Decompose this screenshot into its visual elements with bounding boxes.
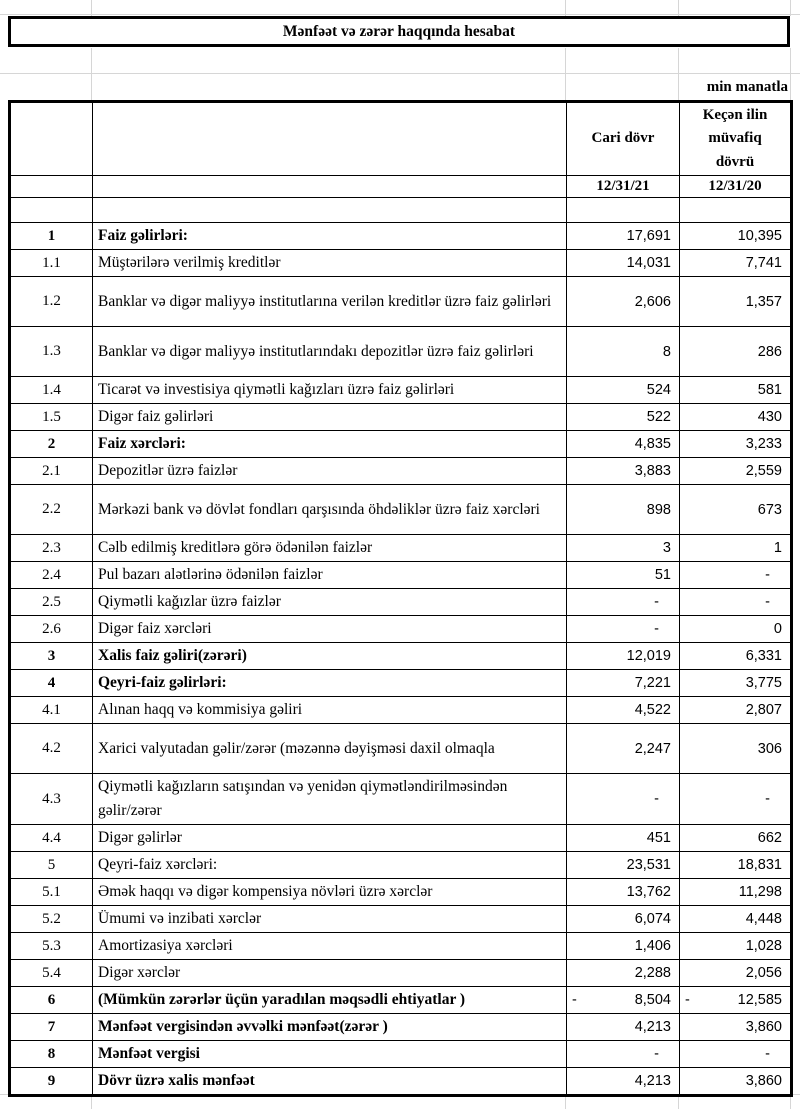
row-number: 4.1 [10, 697, 93, 724]
row-number: 6 [10, 987, 93, 1014]
table-row [10, 987, 792, 1014]
row-label: Banklar və digər maliyyə institutlarına verilən kreditlər üzrə faiz gəlirləri [93, 277, 567, 327]
header-previous-period [680, 102, 792, 176]
value-text: 898 [646, 501, 671, 518]
table-row [10, 327, 792, 377]
row-value-current [567, 431, 680, 458]
row-value-current [567, 277, 680, 327]
row-value-previous [680, 404, 792, 431]
table-row [10, 616, 792, 643]
row-value-current [567, 724, 680, 774]
value-text: 2,247 [634, 740, 671, 757]
spacer-cell [567, 198, 680, 223]
row-label: Pul bazarı alətlərinə ödənilən faizlər [93, 562, 567, 589]
row-number: 4.2 [10, 724, 93, 774]
row-label: Qiymətli kağızlar üzrə faizlər [93, 589, 567, 616]
row-value-previous [680, 616, 792, 643]
table-row [10, 670, 792, 697]
row-number: 5.2 [10, 906, 93, 933]
row-value-previous [680, 906, 792, 933]
gridline [678, 0, 679, 16]
row-label: Alınan haqq və kommisiya gəliri [93, 697, 567, 724]
row-value-current [567, 1014, 680, 1041]
gridline [790, 48, 791, 100]
gridline [565, 0, 566, 16]
table-row [10, 458, 792, 485]
row-label: Cəlb edilmiş kreditlərə görə ödənilən faizlər [93, 535, 567, 562]
row-value-previous [680, 960, 792, 987]
row-label: Ticarət və investisiya qiymətli kağızları üzrə faiz gəlirləri [93, 377, 567, 404]
table-row [10, 404, 792, 431]
value-text: 4,448 [745, 911, 782, 928]
header-number-cell [10, 102, 93, 176]
value-text: 8,504 [634, 992, 671, 1009]
value-text: 286 [757, 343, 782, 360]
gridline [678, 48, 679, 100]
value-text: 4,522 [634, 702, 671, 719]
row-number: 1.1 [10, 250, 93, 277]
row-value-previous [680, 879, 792, 906]
table-row [10, 562, 792, 589]
value-text: 2,606 [634, 293, 671, 310]
table-row [10, 1041, 792, 1068]
row-number: 2.3 [10, 535, 93, 562]
value-text: 14,031 [626, 255, 671, 272]
value-text: 4,213 [634, 1019, 671, 1036]
row-value-previous [680, 377, 792, 404]
row-number: 4.3 [10, 774, 93, 825]
row-value-current [567, 670, 680, 697]
value-text: 1,406 [634, 938, 671, 955]
row-value-previous [680, 724, 792, 774]
row-value-previous [680, 670, 792, 697]
header-previous-line-2: müvafiq [708, 130, 762, 147]
value-text: 51 [654, 567, 671, 584]
row-label: Müştərilərə verilmiş kreditlər [93, 250, 567, 277]
value-text: 4,213 [634, 1073, 671, 1090]
row-value-previous [680, 458, 792, 485]
value-text: 2,288 [634, 965, 671, 982]
row-value-previous [680, 852, 792, 879]
value-text: 673 [757, 501, 782, 518]
value-text: 3,775 [745, 675, 782, 692]
row-value-current [567, 535, 680, 562]
minus-sign: - [685, 992, 690, 1009]
value-text: 8 [662, 343, 671, 360]
row-value-current [567, 1041, 680, 1068]
unit-note: min manatla [706, 79, 788, 95]
gridline [565, 48, 566, 100]
row-number: 5.1 [10, 879, 93, 906]
row-label: Xarici valyutadan gəlir/zərər (məzənnə dəyişməsi daxil olmaqla [93, 724, 567, 774]
header-previous-line-1: Keçən ilin [702, 107, 768, 124]
value-text: - [765, 791, 770, 808]
value-text: 13,762 [626, 884, 671, 901]
row-number: 1 [10, 223, 93, 250]
row-label: Qeyri-faiz gəlirləri: [93, 670, 567, 697]
value-text: 306 [757, 740, 782, 757]
row-value-previous [680, 327, 792, 377]
row-value-previous [680, 535, 792, 562]
value-text: 522 [646, 409, 671, 426]
row-label: Mənfəət vergisindən əvvəlki mənfəət(zərər ) [93, 1014, 567, 1041]
spacer-cell [93, 198, 567, 223]
row-number: 8 [10, 1041, 93, 1068]
value-text: 0 [773, 621, 782, 638]
row-value-current [567, 697, 680, 724]
table-row [10, 933, 792, 960]
value-text: - [765, 1046, 770, 1063]
row-number: 2.1 [10, 458, 93, 485]
row-value-current [567, 933, 680, 960]
row-label: Xalis faiz gəliri(zərəri) [93, 643, 567, 670]
table-row [10, 1014, 792, 1041]
row-value-current [567, 852, 680, 879]
row-value-current [567, 906, 680, 933]
row-value-current [567, 825, 680, 852]
gridline [91, 48, 92, 100]
value-text: 3,883 [634, 463, 671, 480]
value-text: 2,559 [745, 463, 782, 480]
value-text: 4,835 [634, 436, 671, 453]
value-text: - [654, 621, 659, 638]
row-value-current [567, 458, 680, 485]
row-number: 2 [10, 431, 93, 458]
value-text: 7,221 [634, 675, 671, 692]
value-text: 3,860 [745, 1019, 782, 1036]
row-value-current [567, 377, 680, 404]
table-row [10, 250, 792, 277]
row-value-previous [680, 1014, 792, 1041]
header-row [10, 102, 792, 176]
row-value-current [567, 562, 680, 589]
spacer-cell [10, 198, 93, 223]
row-label: Ümumi və inzibati xərclər [93, 906, 567, 933]
value-text: 23,531 [626, 857, 671, 874]
row-value-current [567, 327, 680, 377]
row-label: Qeyri-faiz xərcləri: [93, 852, 567, 879]
value-text: - [654, 791, 659, 808]
row-label: Digər faiz gəlirləri [93, 404, 567, 431]
value-text: 430 [757, 409, 782, 426]
table-row [10, 485, 792, 535]
row-label: Əmək haqqı və digər kompensiya növləri üzrə xərclər [93, 879, 567, 906]
row-value-current [567, 1068, 680, 1096]
row-value-previous [680, 933, 792, 960]
value-text: - [765, 594, 770, 611]
row-value-current [567, 643, 680, 670]
row-number: 1.2 [10, 277, 93, 327]
row-label: Digər xərclər [93, 960, 567, 987]
row-value-current [567, 250, 680, 277]
header-previous-line-3: dövrü [715, 153, 755, 170]
row-label: (Mümkün zərərlər üçün yaradılan məqsədli ehtiyatlar ) [93, 987, 567, 1014]
row-label: Digər gəlirlər [93, 825, 567, 852]
value-text: 17,691 [626, 228, 671, 244]
row-label: Banklar və digər maliyyə institutlarındakı depozitlər üzrə faiz gəlirləri [93, 327, 567, 377]
row-label: Faiz gəlirləri: [93, 223, 567, 250]
row-number: 2.6 [10, 616, 93, 643]
row-value-current [567, 987, 680, 1014]
value-text: 662 [757, 830, 782, 847]
row-value-previous [680, 825, 792, 852]
row-value-current [567, 485, 680, 535]
value-text: 2,807 [745, 702, 782, 719]
value-text: 2,056 [745, 965, 782, 982]
income-statement-table [8, 100, 793, 1097]
row-value-previous [680, 1041, 792, 1068]
row-number: 1.4 [10, 377, 93, 404]
row-value-previous [680, 485, 792, 535]
value-text: 3 [662, 540, 671, 557]
row-label: Dövr üzrə xalis mənfəət [93, 1068, 567, 1096]
row-value-previous [680, 1068, 792, 1096]
table-row [10, 223, 792, 250]
header-label-cell [93, 102, 567, 176]
row-value-current [567, 589, 680, 616]
table-row [10, 879, 792, 906]
value-text: 581 [757, 382, 782, 399]
row-number: 4 [10, 670, 93, 697]
spacer-row [10, 198, 792, 223]
spacer-cell [680, 198, 792, 223]
value-text: 12,585 [737, 992, 782, 1009]
value-text: 451 [646, 830, 671, 847]
value-text: 3,860 [745, 1073, 782, 1090]
table-row [10, 906, 792, 933]
value-text: 7,741 [745, 255, 782, 272]
value-text: 3,233 [745, 436, 782, 453]
previous-date: 12/31/20 [680, 176, 792, 198]
table-row [10, 277, 792, 327]
table-row [10, 1068, 792, 1096]
row-number: 4.4 [10, 825, 93, 852]
table-row [10, 852, 792, 879]
row-value-previous [680, 774, 792, 825]
row-label: Depozitlər üzrə faizlər [93, 458, 567, 485]
value-text: - [654, 594, 659, 611]
value-text: - [765, 567, 770, 584]
value-text: 6,074 [634, 911, 671, 928]
report-title-box [8, 16, 790, 47]
value-text: 524 [646, 382, 671, 399]
row-label: Qiymətli kağızların satışından və yenidən qiymətləndirilməsindən gəlir/zərər [93, 774, 567, 825]
row-label: Digər faiz xərcləri [93, 616, 567, 643]
row-number: 9 [10, 1068, 93, 1096]
table-row [10, 960, 792, 987]
gridline [91, 0, 92, 16]
header-current-period: Cari dövr [567, 102, 680, 176]
row-number: 2.5 [10, 589, 93, 616]
row-value-current [567, 879, 680, 906]
table-row [10, 825, 792, 852]
value-text: 10,395 [737, 228, 782, 244]
table-row [10, 377, 792, 404]
row-number: 1.3 [10, 327, 93, 377]
row-number: 5.3 [10, 933, 93, 960]
value-text: 1 [773, 540, 782, 557]
value-text: 12,019 [626, 648, 671, 665]
row-value-previous [680, 589, 792, 616]
gridline [0, 73, 800, 74]
value-text: 18,831 [737, 857, 782, 874]
table-row [10, 774, 792, 825]
row-label: Faiz xərcləri: [93, 431, 567, 458]
row-value-current [567, 616, 680, 643]
report-title: Mənfəət və zərər haqqında hesabat [282, 22, 516, 40]
value-text: 6,331 [745, 648, 782, 665]
gridline [790, 0, 791, 16]
row-value-current [567, 960, 680, 987]
row-value-previous [680, 431, 792, 458]
row-value-previous [680, 987, 792, 1014]
row-value-previous [680, 223, 792, 250]
row-value-previous [680, 697, 792, 724]
row-label: Amortizasiya xərcləri [93, 933, 567, 960]
minus-sign: - [572, 992, 577, 1009]
row-number: 2.4 [10, 562, 93, 589]
row-number: 3 [10, 643, 93, 670]
row-number: 1.5 [10, 404, 93, 431]
table-row [10, 535, 792, 562]
row-value-previous [680, 643, 792, 670]
current-date: 12/31/21 [567, 176, 680, 198]
table-row [10, 724, 792, 774]
row-label: Mənfəət vergisi [93, 1041, 567, 1068]
value-text: 1,028 [745, 938, 782, 955]
row-value-previous [680, 250, 792, 277]
row-value-current [567, 774, 680, 825]
row-value-current [567, 404, 680, 431]
value-text: - [654, 1046, 659, 1063]
row-value-previous [680, 277, 792, 327]
table-row [10, 697, 792, 724]
row-value-current [567, 223, 680, 250]
table-row [10, 643, 792, 670]
row-value-previous [680, 562, 792, 589]
value-text: 11,298 [738, 884, 782, 901]
row-number: 7 [10, 1014, 93, 1041]
table-row [10, 589, 792, 616]
table-row [10, 431, 792, 458]
date-empty-cell-1 [10, 176, 93, 198]
row-number: 2.2 [10, 485, 93, 535]
date-empty-cell-2 [93, 176, 567, 198]
gridline [0, 14, 800, 15]
date-row [10, 176, 792, 198]
row-label: Mərkəzi bank və dövlət fondları qarşısında öhdəliklər üzrə faiz xərcləri [93, 485, 567, 535]
row-number: 5 [10, 852, 93, 879]
row-number: 5.4 [10, 960, 93, 987]
value-text: 1,357 [745, 293, 782, 310]
